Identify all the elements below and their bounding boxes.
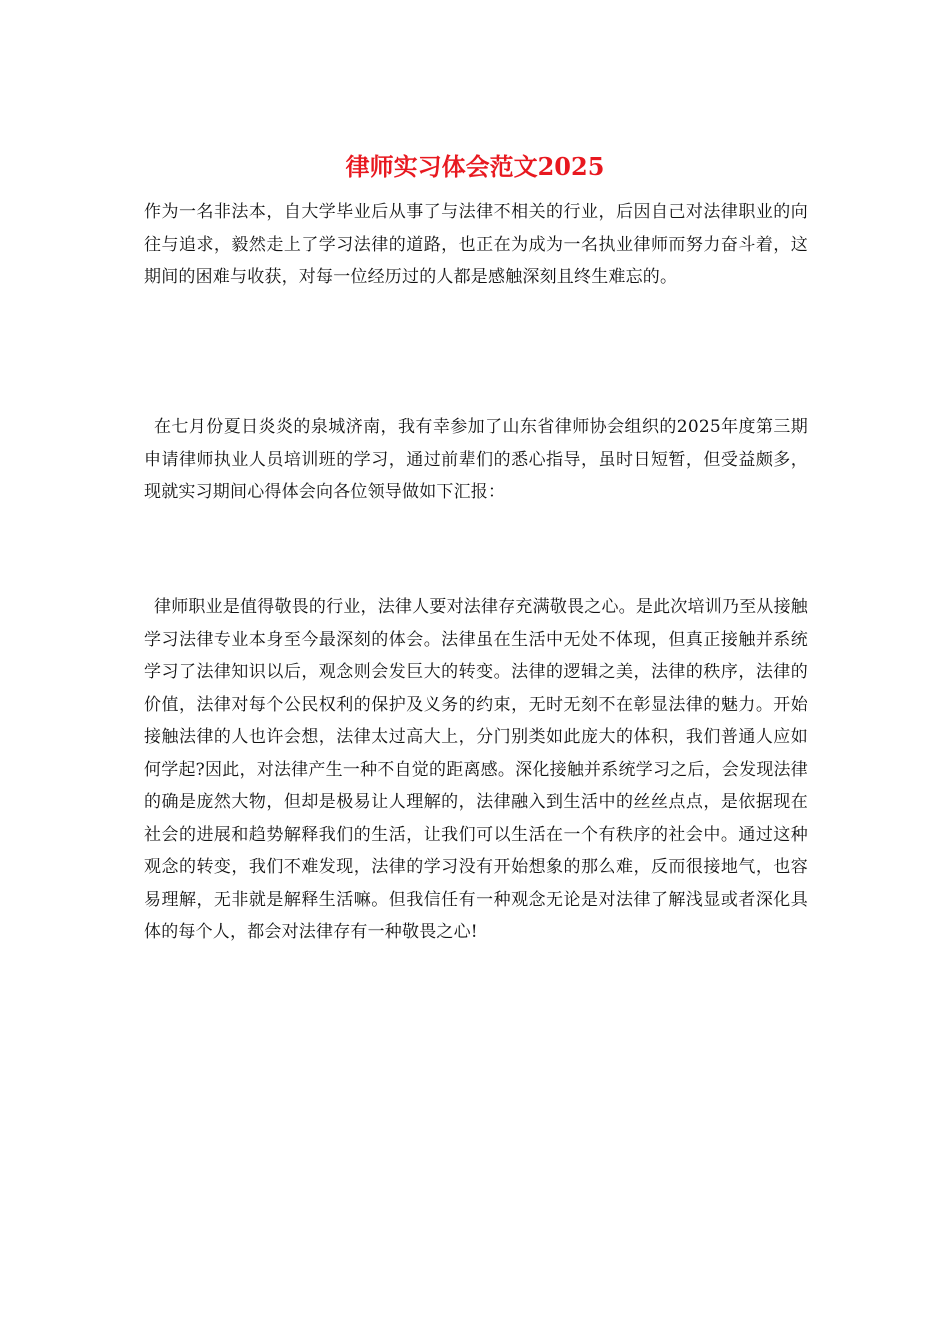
paragraph-intro: 作为一名非法本，自大学毕业后从事了与法律不相关的行业，后因自己对法律职业的向往与追求，毅然走上了学习法律的道路，也正在为成为一名执业律师而努力奋斗着，这期间的困难与收获，对每一位经历过的人都是感触深刻且终生难忘的。 [144, 202, 808, 287]
paragraph-training: 在七月份夏日炎炎的泉城济南，我有幸参加了山东省律师协会组织的2025年度第三期申请律师执业人员培训班的学习，通过前辈们的悉心指导，虽时日短暂，但受益颇多，现就实习期间心得体会向各位领导做如下汇报： [144, 417, 808, 502]
paragraph-reflection: 律师职业是值得敬畏的行业，法律人要对法律存充满敬畏之心。是此次培训乃至从接触学习法律专业本身至今最深刻的体会。法律虽在生活中无处不体现，但真正接触并系统学习了法律知识以后，观念则会发巨大的转变。法律的逻辑之美，法律的秩序，法律的价值，法律对每个公民权利的保护及义务的约束，无时无刻不在彰显法律的魅力。开始接触法律的人也许会想，法律太过高大上，分门别类如此庞大的体积，我们普通人应如何学起?因此，对法律产生一种不自觉的距离感。深化接触并系统学习之后，会发现法律的确是庞然大物，但却是极易让人理解的，法律融入到生活中的丝丝点点，是依据现在社会的进展和趋势解释我们的生活，让我们可以生活在一个有秩序的社会中。通过这种观念的转变，我们不难发现，法律的学习没有开始想象的那么难，反而很接地气，也容易理解，无非就是解释生活嘛。但我信任有一种观念无论是对法律了解浅显或者深化具体的每个人，都会对法律存有一种敬畏之心! [144, 597, 808, 942]
document-title: 律师实习体会范文2025 [345, 152, 605, 181]
